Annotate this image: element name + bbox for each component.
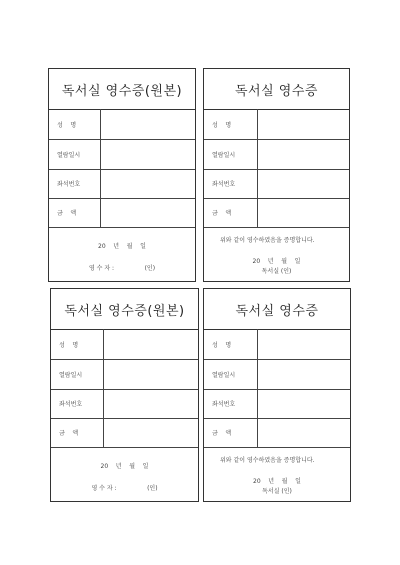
label-amount: 금 액 — [49, 198, 101, 227]
value-name[interactable] — [104, 329, 198, 359]
value-amount[interactable] — [101, 198, 195, 227]
value-name[interactable] — [258, 329, 350, 359]
row-reading-datetime — [204, 359, 350, 390]
label-amount: 금 액 — [204, 418, 258, 447]
row-name — [49, 109, 195, 140]
value-seat-number[interactable] — [101, 169, 195, 198]
label-seat-number: 좌석번호 — [49, 169, 101, 198]
value-reading-datetime[interactable] — [258, 359, 350, 389]
label-reading-datetime: 열람일시 — [51, 359, 104, 389]
row-name — [51, 329, 198, 360]
row-name — [204, 109, 349, 140]
value-amount[interactable] — [258, 418, 350, 447]
value-reading-datetime[interactable] — [258, 139, 349, 169]
footer-date: 20 년 월 일 — [100, 463, 149, 470]
receipt-title: 독서실 영수증 — [204, 289, 350, 330]
receipt-title: 독서실 영수증 — [204, 69, 349, 110]
row-amount — [204, 418, 350, 448]
receipt-top-left-original — [48, 68, 196, 282]
row-amount — [49, 198, 195, 228]
label-name: 성 명 — [51, 329, 104, 359]
receipt-title: 독서실 영수증(원본) — [49, 69, 195, 110]
label-reading-datetime: 열람일시 — [49, 139, 101, 169]
footer-statement: 위와 같이 영수하였음을 증명합니다. — [220, 237, 315, 244]
value-seat-number[interactable] — [258, 169, 349, 198]
row-reading-datetime — [49, 139, 195, 170]
label-seat-number: 좌석번호 — [204, 389, 258, 418]
label-name: 성 명 — [49, 109, 101, 139]
label-name: 성 명 — [204, 109, 258, 139]
footer-date: 20 년 월 일 — [253, 478, 301, 485]
value-name[interactable] — [101, 109, 195, 139]
value-amount[interactable] — [258, 198, 349, 227]
row-amount — [204, 198, 349, 228]
value-name[interactable] — [258, 109, 349, 139]
label-seat-number: 좌석번호 — [51, 389, 104, 418]
footer-date: 20 년 월 일 — [252, 258, 301, 265]
row-reading-datetime — [204, 139, 349, 170]
footer-signature: 독서실 (인) — [261, 268, 292, 275]
footer-signature: 독서실 (인) — [262, 488, 292, 495]
row-amount — [51, 418, 198, 448]
value-reading-datetime[interactable] — [101, 139, 195, 169]
value-amount[interactable] — [104, 418, 198, 447]
label-name: 성 명 — [204, 329, 258, 359]
value-reading-datetime[interactable] — [104, 359, 198, 389]
label-seat-number: 좌석번호 — [204, 169, 258, 198]
row-seat-number — [49, 169, 195, 199]
row-seat-number — [204, 169, 349, 199]
footer-date: 20 년 월 일 — [98, 243, 146, 250]
row-reading-datetime — [51, 359, 198, 390]
receipt-bottom-left-original — [50, 288, 199, 502]
receipt-bottom-right-copy — [203, 288, 351, 502]
label-reading-datetime: 열람일시 — [204, 359, 258, 389]
row-name — [204, 329, 350, 360]
row-seat-number — [204, 389, 350, 419]
label-reading-datetime: 열람일시 — [204, 139, 258, 169]
value-seat-number[interactable] — [258, 389, 350, 418]
footer-signature: 영 수 자 : (인) — [88, 265, 156, 272]
footer-signature: 영 수 자 : (인) — [91, 485, 158, 492]
label-amount: 금 액 — [51, 418, 104, 447]
footer-statement: 위와 같이 영수하였음을 증명합니다. — [220, 457, 315, 464]
receipt-title: 독서실 영수증(원본) — [51, 289, 198, 330]
row-seat-number — [51, 389, 198, 419]
label-amount: 금 액 — [204, 198, 258, 227]
value-seat-number[interactable] — [104, 389, 198, 418]
receipt-top-right-copy — [203, 68, 350, 282]
